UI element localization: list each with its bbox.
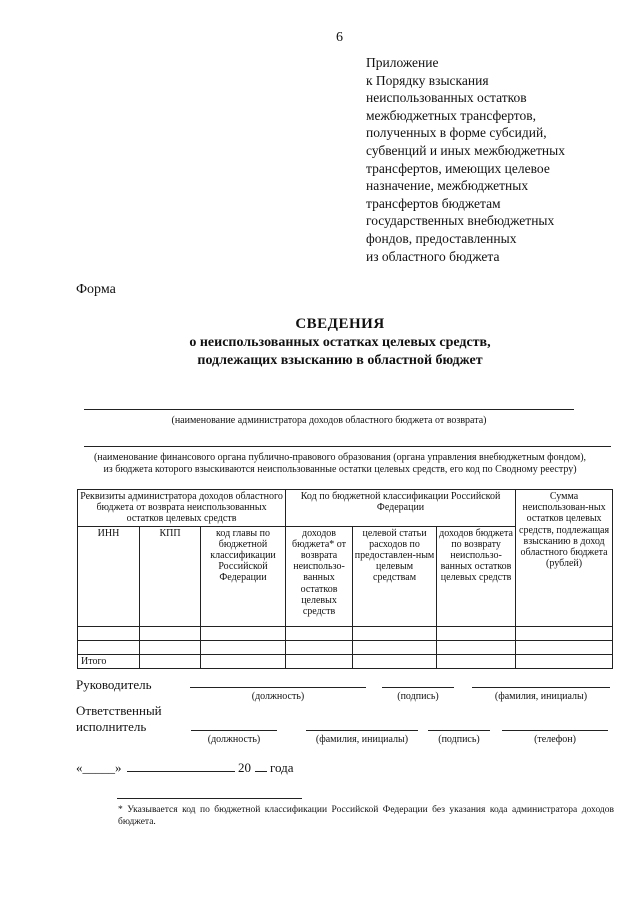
head-label: Руководитель xyxy=(76,677,152,692)
form-label: Форма xyxy=(76,282,116,297)
date-century: 20 xyxy=(238,760,251,775)
admin-name-line xyxy=(84,409,574,410)
appendix-line: из областного бюджета xyxy=(366,248,500,264)
resp-name-line xyxy=(306,730,418,731)
head-position-caption: (должность) xyxy=(251,691,305,702)
head-name-caption: (фамилия, инициалы) xyxy=(494,691,588,702)
appendix-line: трансфертов, имеющих целевое xyxy=(366,160,550,176)
footnote: * Указывается код по бюджетной классификации Российской Федерации без указания кода администратора доходов бюджета. xyxy=(118,805,614,827)
head-name-line xyxy=(472,687,610,688)
head-signature-caption: (подпись) xyxy=(397,691,439,702)
date-month-line xyxy=(127,771,235,772)
document-title: СВЕДЕНИЯ xyxy=(295,316,385,332)
document-subtitle: подлежащих взысканию в областной бюджет xyxy=(197,353,483,368)
document-subtitle: о неиспользованных остатках целевых средств, xyxy=(189,335,491,350)
appendix-line: фондов, предоставленных xyxy=(366,230,517,246)
finorg-caption-line1: (наименование финансового органа публично-правового образования (органа управления внебюджетным фондом), xyxy=(93,452,587,463)
appendix-line: Приложение xyxy=(366,55,439,70)
appendix-line: неиспользованных остатков xyxy=(366,90,527,106)
appendix-line: межбюджетных трансфертов, xyxy=(366,107,537,123)
header-requisites: Реквизиты администратора доходов областного бюджета от возврата неиспользованных остатков целевых средств xyxy=(78,490,286,527)
resp-position-caption: (должность) xyxy=(207,734,261,745)
header-inn: ИНН xyxy=(78,526,140,626)
header-kpp: КПП xyxy=(140,526,201,626)
page-number: 6 xyxy=(336,30,343,45)
header-return-income-code: доходов бюджета по возврату неиспользо-ванных остатков целевых средств xyxy=(437,526,516,626)
finorg-name-line xyxy=(84,446,611,447)
responsible-label: исполнитель xyxy=(76,719,147,734)
appendix-line: государственных внебюджетных xyxy=(366,213,555,229)
resp-name-caption: (фамилия, инициалы) xyxy=(315,734,409,745)
table-row xyxy=(78,640,613,654)
head-signature-line xyxy=(382,687,454,688)
header-chapter-code: код главы по бюджетной классификации Российской Федерации xyxy=(201,526,286,626)
date-day: «_____» xyxy=(76,760,122,775)
appendix-header xyxy=(366,54,626,265)
resp-position-line xyxy=(191,730,277,731)
resp-phone-caption: (телефон) xyxy=(534,734,576,745)
data-table xyxy=(77,489,613,669)
head-position-line xyxy=(190,687,366,688)
total-label: Итого xyxy=(78,654,140,668)
responsible-label: Ответственный xyxy=(76,703,162,718)
date-year-line xyxy=(255,771,267,772)
appendix-line: субвенций и иных межбюджетных xyxy=(366,142,565,158)
resp-signature-caption: (подпись) xyxy=(438,734,480,745)
table-row xyxy=(78,626,613,640)
appendix-line: полученных в форме субсидий, xyxy=(366,125,547,141)
resp-phone-line xyxy=(502,730,608,731)
appendix-line: к Порядку взыскания xyxy=(366,72,489,88)
appendix-line: трансфертов бюджетам xyxy=(366,195,501,211)
total-row xyxy=(78,654,613,668)
appendix-line: назначение, межбюджетных xyxy=(366,178,529,194)
header-budget-code: Код по бюджетной классификации Российской Федерации xyxy=(286,490,516,527)
resp-signature-line xyxy=(428,730,490,731)
date-year-suffix: года xyxy=(270,760,294,775)
footnote-separator xyxy=(117,798,302,799)
finorg-caption-line2: из бюджета которого взыскиваются неиспользованные остатки целевых средств, его код по Сводному реестру) xyxy=(103,464,577,475)
header-income-code: доходов бюджета* от возврата неиспользо-ванных остатков целевых средств xyxy=(286,526,353,626)
header-sum: Сумма неиспользован-ных остатков целевых средств, подлежащая взысканию в доход областного бюджета (рублей) xyxy=(516,490,613,627)
header-expense-code: целевой статьи расходов по предоставлен-ным целевым средствам xyxy=(353,526,437,626)
admin-name-caption: (наименование администратора доходов областного бюджета от возврата) xyxy=(171,415,487,426)
